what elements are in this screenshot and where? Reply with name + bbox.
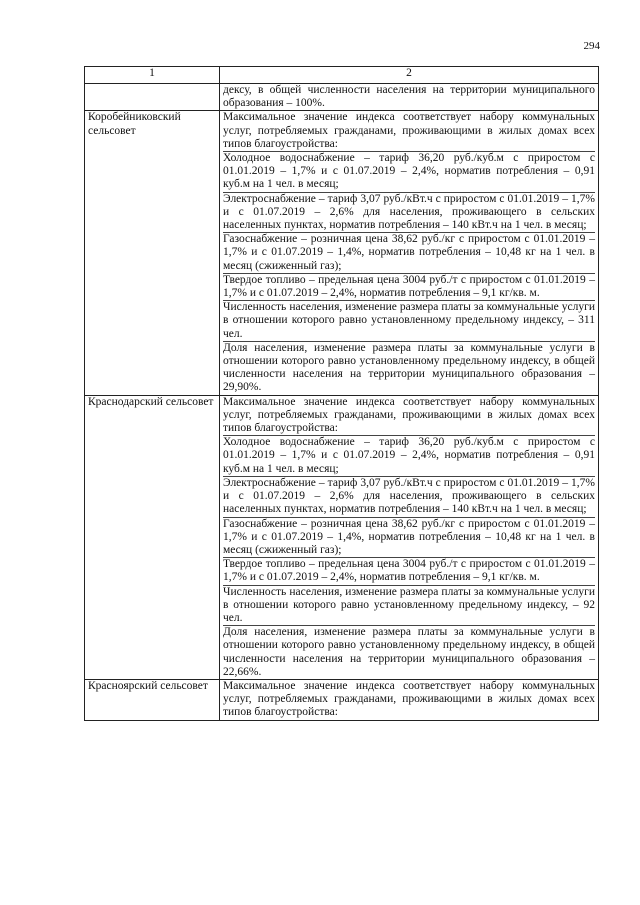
municipality-name: Красноярский сельсовет bbox=[85, 679, 220, 720]
description-cell bbox=[220, 679, 599, 720]
description-paragraph: Газоснабжение – розничная цена 38,62 руб./кг с приростом с 01.01.2019 – 1,7% и с 01.07.2019 – 1,4%, норматив потребления – 10,48 кг на 1 чел. в месяц (сжиженный газ); bbox=[223, 233, 595, 272]
description-paragraph: Твердое топливо – предельная цена 3004 руб./т с приростом с 01.01.2019 – 1,7% и с 01.07.2019 – 2,4%, норматив потребления – 9,1 кг/кв. м. bbox=[223, 273, 595, 300]
municipality-name bbox=[85, 84, 220, 111]
table-header-row bbox=[85, 67, 599, 84]
description-paragraph: Численность населения, изменение размера платы за коммунальные услуги в отношении которого равно установленному предельному индексу, – 92 чел. bbox=[223, 585, 595, 624]
description-paragraph: Холодное водоснабжение – тариф 36,20 руб./куб.м с приростом с 01.01.2019 – 1,7% и с 01.07.2019 – 2,4%, норматив потребления – 0,91 куб.м на 1 чел. в месяц; bbox=[223, 152, 595, 191]
description-paragraph: Доля населения, изменение размера платы за коммунальные услуги в отношении которого равно установленному предельному индексу, в общей численности населения на территории муниципального образования – 29,90%. bbox=[223, 341, 595, 394]
description-cell bbox=[220, 84, 599, 111]
column-header-2: 2 bbox=[220, 67, 599, 84]
description-paragraph: Максимальное значение индекса соответствует набору коммунальных услуг, потребляемых гражданами, проживающими в жилых домах всех типов благоустройства: bbox=[223, 395, 595, 435]
description-paragraph: Максимальное значение индекса соответствует набору коммунальных услуг, потребляемых гражданами, проживающими в жилых домах всех типов благоустройства: bbox=[223, 111, 595, 150]
table-row bbox=[85, 395, 599, 679]
page-number: 294 bbox=[583, 40, 600, 52]
description-paragraph: Максимальное значение индекса соответствует набору коммунальных услуг, потребляемых гражданами, проживающими в жилых домах всех типов благоустройства: bbox=[223, 679, 595, 719]
table-row bbox=[85, 111, 599, 395]
table-body bbox=[85, 84, 599, 721]
description-paragraph: Твердое топливо – предельная цена 3004 руб./т с приростом с 01.01.2019 – 1,7% и с 01.07.2019 – 2,4%, норматив потребления – 9,1 кг/кв. м. bbox=[223, 558, 595, 584]
description-paragraph: Газоснабжение – розничная цена 38,62 руб./кг с приростом с 01.01.2019 – 1,7% и с 01.07.2019 – 1,4%, норматив потребления – 10,48 кг на 1 чел. в месяц (сжиженный газ); bbox=[223, 517, 595, 556]
description-cell bbox=[220, 395, 599, 679]
description-paragraph: Электроснабжение – тариф 3,07 руб./кВт.ч с приростом с 01.01.2019 – 1,7% и с 01.07.2019 – 2,6% для населения, проживающего в сельских населенных пунктах, норматив потребления – 140 кВт.ч на 1 чел. в месяц; bbox=[223, 192, 595, 232]
description-paragraph: Холодное водоснабжение – тариф 36,20 руб./куб.м с приростом с 01.01.2019 – 1,7% и с 01.07.2019 – 2,4%, норматив потребления – 0,91 куб.м на 1 чел. в месяц; bbox=[223, 436, 595, 475]
description-paragraph: Численность населения, изменение размера платы за коммунальные услуги в отношении которого равно установленному предельному индексу, – 311 чел. bbox=[223, 301, 595, 340]
municipality-name: Краснодарский сельсовет bbox=[85, 395, 220, 679]
description-paragraph: Доля населения, изменение размера платы за коммунальные услуги в отношении которого равно установленному предельному индексу, в общей численности населения на территории муниципального образования – 22,66%. bbox=[223, 626, 595, 678]
description-paragraph: Электроснабжение – тариф 3,07 руб./кВт.ч с приростом с 01.01.2019 – 1,7% и с 01.07.2019 – 2,6% для населения, проживающего в сельских населенных пунктах, норматив потребления – 140 кВт.ч на 1 чел. в месяц; bbox=[223, 476, 595, 516]
column-header-1: 1 bbox=[85, 67, 220, 84]
municipality-name: Коробейниковский сельсовет bbox=[85, 111, 220, 395]
table-row bbox=[85, 84, 599, 111]
description-cell bbox=[220, 111, 599, 395]
tariff-table bbox=[84, 66, 599, 721]
description-paragraph: дексу, в общей численности населения на территории муниципального образования – 100%. bbox=[223, 84, 595, 110]
table-row bbox=[85, 679, 599, 720]
